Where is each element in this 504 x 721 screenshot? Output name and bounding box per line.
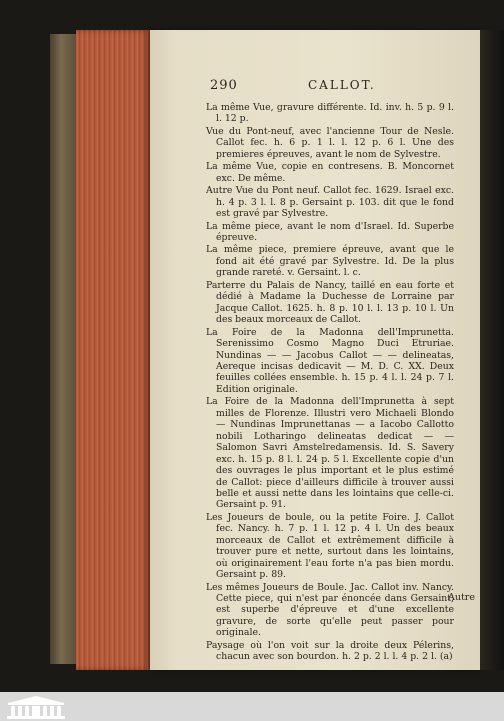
entry-9: La Foire de la Madonna dell'Imprunetta à sept milles de Florenze. Illustri vero Michaeli Blondo — Nundinas Imprunettanas — a Iacobo Callotto nobili Lotharingo delineatas dedicat — — Salomon Savri Amstelredamensis. Id. S. Savery exc. h. 15 p. 8 l. l. 24 p. 5 l. Excellente copie d'un des ouvrages le plus important et le plus estimé de Callot: piece d'ailleurs difficile à trouver aussi belle et aussi nette dans les lointains que celle-ci. Gersaint p. 91. [206, 396, 454, 511]
viewer-footer-bar [0, 692, 504, 721]
library-building-icon[interactable] [4, 694, 68, 720]
entry-5: La même piece, avant le nom d'Israel. Id. Superbe épreuve. [206, 220, 454, 243]
entry-8: La Foire de la Madonna dell'Imprunetta. Serenissimo Cosmo Magno Duci Etruriae. Nundinas — — Jacobus Callot — — delineatas, Aereque incisas dedicavit — M. D. C. XX. Deux feuilles collées ensemble. h. 15 p. 4 l. l. 24 p. 7 l. Edition originale. [206, 326, 454, 395]
entry-4: Autre Vue du Pont neuf. Callot fec. 1629. Israel exc. h. 4 p. 3 l. l. 8 p. Gersaint p. 103. dit que le fond est gravé par Sylvestre. [206, 185, 454, 220]
entry-11: Les mêmes Joueurs de Boule. Jac. Callot inv. Nancy. Cette piece, qui n'est par énoncée dans Gersaint, est superbe d'épreuve et d'une excellente gravure, de sorte qu'elle peut passer pour originale. [206, 581, 454, 639]
catalogue-entries [206, 102, 454, 664]
gutter-shadow [480, 30, 504, 670]
entry-10: Les Joueurs de boule, ou la petite Foire. J. Callot fec. Nancy. h. 7 p. 1 l. 12 p. 4 l. Un des beaux morceaux de Callot et extrêmement difficile à trouver pure et nette, surtout dans les lointains, où originairement l'eau forte n'a pas bien mordu. Gersaint p. 89. [206, 511, 454, 581]
page-block-edges [76, 30, 150, 670]
catchword: Autre [448, 592, 475, 603]
running-header [210, 78, 460, 94]
page-title: CALLOT. [308, 78, 376, 92]
entry-7: Parterre du Palais de Nancy, taillé en eau forte et dédié à Madame la Duchesse de Lorraine par Jacque Callot. 1625. h. 8 p. 10 l. l. 13 p. 10 l. Un des beaux morceaux de Callot. [206, 279, 454, 326]
entry-6: La même piece, premiere épreuve, avant que le fond ait été gravé par Sylvestre. Id. De la plus grande rareté. v. Gersaint. l. c. [206, 244, 454, 279]
entry-1: La même Vue, gravure différente. Id. inv. h. 5 p. 9 l. l. 12 p. [206, 102, 454, 125]
entry-3: La même Vue, copie en contresens. B. Moncornet exc. De même. [206, 161, 454, 184]
entry-12: Paysage où l'on voit sur la droite deux Pélerins, chacun avec son bourdon. h. 2 p. 2 l. l. 4 p. 2 l. (a) [206, 639, 454, 663]
entry-2: Vue du Pont-neuf, avec l'ancienne Tour de Nesle. Callot fec. h. 6 p. 1 l. l. 12 p. 6 l. Une des premieres épreuves, avant le nom de Sylvestre. [206, 125, 454, 160]
book-cover-edge [50, 34, 78, 664]
page-number: 290 [210, 78, 238, 93]
